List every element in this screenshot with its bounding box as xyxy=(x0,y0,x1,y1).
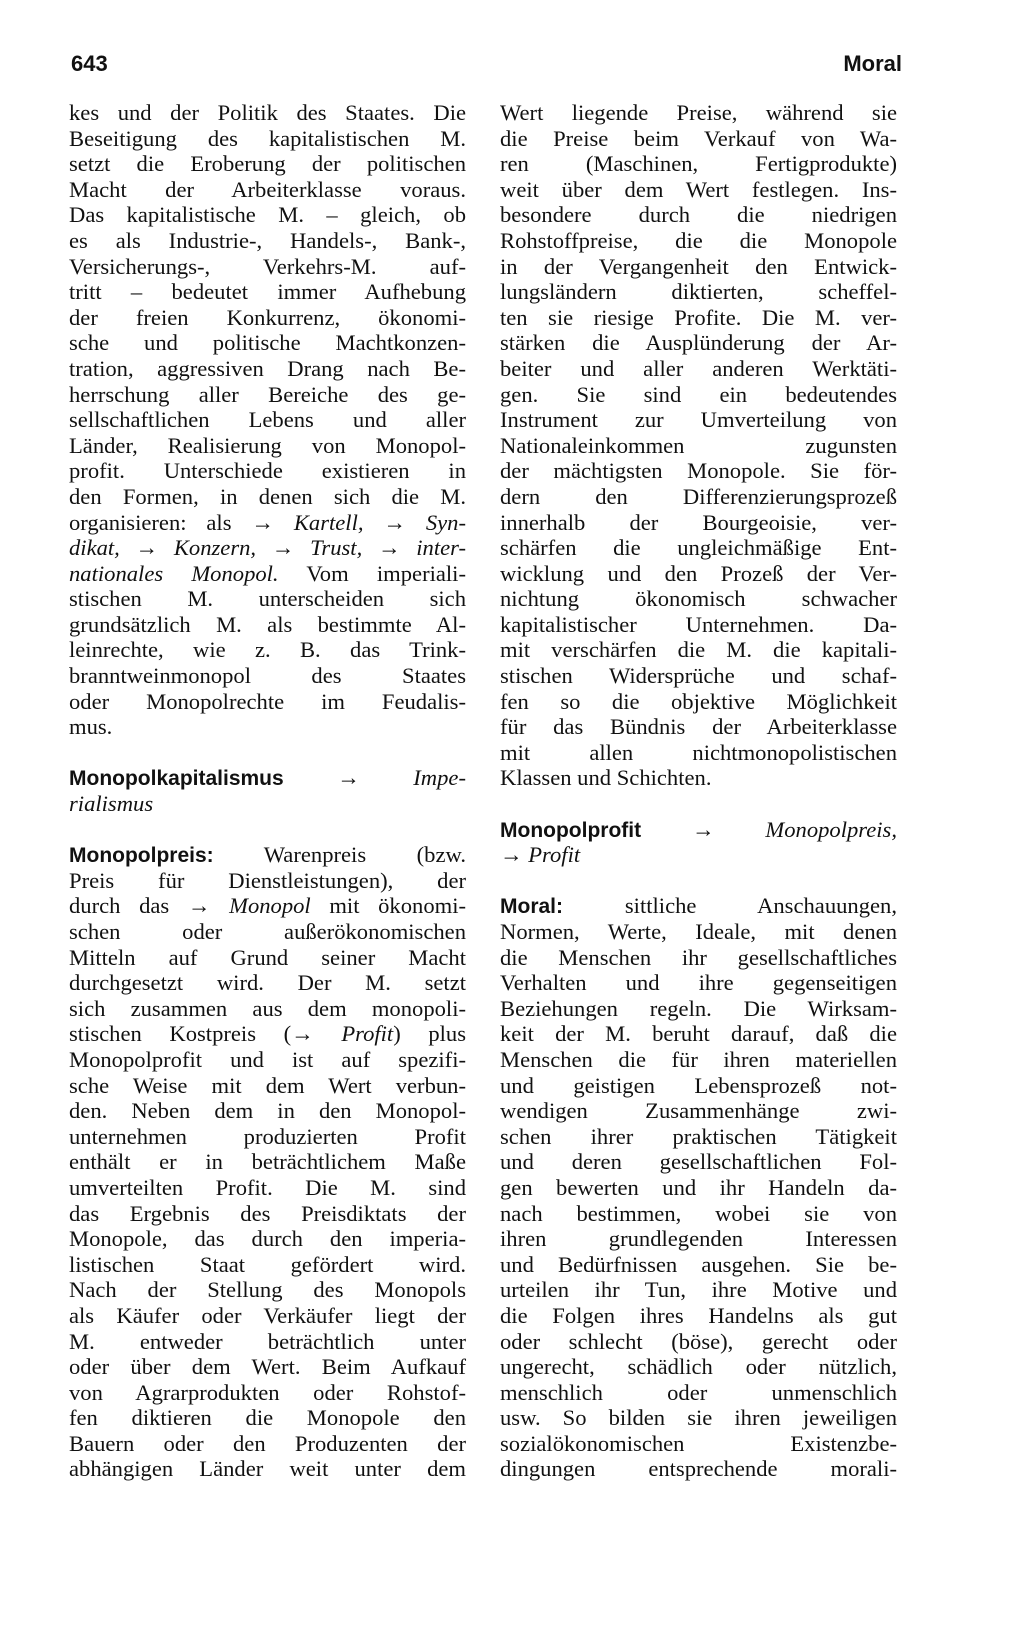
text-line: mit verschärfen die M. die kapitali- xyxy=(500,637,897,663)
entry-spacer xyxy=(500,868,897,894)
cross-reference-profit[interactable]: → Profit xyxy=(291,1021,394,1047)
text-line: dingungen entsprechende morali- xyxy=(500,1456,897,1482)
text-line: unternehmen produzierten Profit xyxy=(69,1123,466,1149)
text-line: fen so die objektive Möglichkeit xyxy=(500,688,897,714)
text-line: Menschen die für ihren materiellen xyxy=(500,1046,897,1072)
text-line: sche und politische Machtkonzen- xyxy=(69,330,466,356)
text-line: herrschung aller Bereiche des ge- xyxy=(69,381,466,407)
text-line: Macht der Arbeiterklasse voraus. xyxy=(69,176,466,202)
text-line: Wert liegende Preise, während sie xyxy=(500,100,897,125)
text-line: Rohstoffpreise, die die Monopole xyxy=(500,227,897,253)
text-line xyxy=(69,561,466,587)
right-column xyxy=(500,100,897,1482)
cross-reference-kartell[interactable]: → Kartell, xyxy=(251,509,364,535)
text-line: Beseitigung des kapitalistischen M. xyxy=(69,125,466,151)
cross-reference-imperialismus-cont[interactable]: rialismus xyxy=(69,791,154,817)
cross-reference-profit[interactable]: → Profit xyxy=(500,842,581,868)
text-line: Nationaleinkommen zugunsten xyxy=(500,432,897,458)
text-line: grundsätzlich M. als bestimmte Al- xyxy=(69,611,466,637)
entry-spacer xyxy=(69,740,466,766)
text-line xyxy=(69,893,466,919)
text-line: Preis für Dienstleistungen), der xyxy=(69,867,466,893)
entry-spacer xyxy=(69,817,466,843)
left-column xyxy=(69,100,466,1482)
text-line: Nach der Stellung des Monopols xyxy=(69,1277,466,1303)
text-line: Bauern oder den Produzenten der xyxy=(69,1430,466,1456)
text-line: stischen Widersprüche und schaf- xyxy=(500,663,897,689)
text-line xyxy=(69,535,466,561)
text-line: nach bestimmen, wobei sie von xyxy=(500,1200,897,1226)
text-line xyxy=(69,1021,466,1047)
entry-monopolkapitalismus xyxy=(69,765,466,816)
text-line: sich zusammen aus dem monopoli- xyxy=(69,995,466,1021)
text-line: kapitalistischer Unternehmen. Da- xyxy=(500,611,897,637)
text-line: die Folgen ihres Handelns als gut xyxy=(500,1302,897,1328)
text-segment: mit ökonomi- xyxy=(329,893,466,919)
text-line: schärfen die ungleichmäßige Ent- xyxy=(500,535,897,561)
text-line: besondere durch die niedrigen xyxy=(500,202,897,228)
text-line: Normen, Werte, Ideale, mit denen xyxy=(500,919,897,944)
text-line: die Preise beim Verkauf von Wa- xyxy=(500,125,897,151)
text-line: umverteilten Profit. Die M. sind xyxy=(69,1174,466,1200)
text-line: dern den Differenzierungsprozeß xyxy=(500,483,897,509)
text-line: lungsländern diktierten, scheffel- xyxy=(500,279,897,305)
headword-monopolpreis: Monopolpreis: xyxy=(69,844,214,868)
text-line: und geistigen Lebensprozeß not- xyxy=(500,1072,897,1098)
text-line: tration, aggressiven Drang nach Be- xyxy=(69,355,466,381)
text-line: schen ihrer praktischen Tätigkeit xyxy=(500,1123,897,1149)
text-line: als Käufer oder Verkäufer liegt der xyxy=(69,1302,466,1328)
text-line: Das kapitalistische M. – gleich, ob xyxy=(69,202,466,228)
text-line: Monopolprofit und ist auf spezifi- xyxy=(69,1046,466,1072)
text-line: keit der M. beruht darauf, daß die xyxy=(500,1021,897,1047)
text-line: innerhalb der Bourgeoisie, ver- xyxy=(500,509,897,535)
cross-reference-trust[interactable]: → Trust, xyxy=(271,535,363,561)
text-line: es als Industrie-, Handels-, Bank-, xyxy=(69,227,466,253)
text-segment: organisieren: als xyxy=(69,509,232,535)
text-line: Versicherungs-, Verkehrs-M. auf- xyxy=(69,253,466,279)
cross-reference-internationales-monopol[interactable]: → inter- xyxy=(377,535,466,561)
text-line: oder Monopolrechte im Feudalis- xyxy=(69,688,466,714)
text-line: und Bedürfnissen ausgehen. Sie be- xyxy=(500,1251,897,1277)
text-line: M. entweder beträchtlich unter xyxy=(69,1328,466,1354)
text-line xyxy=(69,765,466,791)
text-line: kes und der Politik des Staates. Die xyxy=(69,100,466,125)
text-line: Länder, Realisierung von Monopol- xyxy=(69,432,466,458)
text-line: Instrument zur Umverteilung von xyxy=(500,407,897,433)
text-line: urteilen ihr Tun, ihre Motive und xyxy=(500,1277,897,1303)
text-line: durchgesetzt wird. Der M. setzt xyxy=(69,970,466,996)
text-line: ten sie riesige Profite. Die M. ver- xyxy=(500,304,897,330)
text-line: der freien Konkurrenz, ökonomi- xyxy=(69,304,466,330)
continuation-text-left xyxy=(69,100,466,740)
text-line xyxy=(69,510,466,536)
text-line: in der Vergangenheit den Entwick- xyxy=(500,253,897,279)
text-line: oder über dem Wert. Beim Aufkauf xyxy=(69,1354,466,1380)
text-line: Verhalten und ihre gegenseitigen xyxy=(500,970,897,996)
text-segment: durch das xyxy=(69,893,170,919)
text-line: branntweinmonopol des Staates xyxy=(69,663,466,689)
text-line: listischen Staat gefördert wird. xyxy=(69,1251,466,1277)
text-line: der mächtigsten Monopole. Sie för- xyxy=(500,458,897,484)
running-title: Moral xyxy=(843,51,902,76)
text-line: schen oder außerökonomischen xyxy=(69,919,466,944)
cross-reference-internationales-monopol-cont[interactable]: nationales Monopol. xyxy=(69,560,279,586)
text-line: Klassen und Schichten. xyxy=(500,765,712,791)
text-line: Mitteln auf Grund seiner Macht xyxy=(69,944,466,970)
text-segment: ) plus xyxy=(393,1021,466,1047)
entry-monopolpreis xyxy=(69,842,466,1482)
entry-monopolprofit xyxy=(500,817,897,868)
cross-reference-monopolpreis[interactable]: → Monopolpreis, xyxy=(691,816,897,842)
text-line: sellschaftlichen Lebens und aller xyxy=(69,407,466,433)
text-line: fen diktieren die Monopole den xyxy=(69,1405,466,1431)
text-line: profit. Unterschiede existieren in xyxy=(69,458,466,484)
text-line: usw. So bilden sie ihren jeweiligen xyxy=(500,1405,897,1431)
text-line: sche Weise mit dem Wert verbun- xyxy=(69,1072,466,1098)
cross-reference-imperialismus[interactable]: Impe- xyxy=(413,765,466,791)
text-line xyxy=(500,817,897,843)
cross-reference-syndikat-cont[interactable]: dikat, xyxy=(69,535,120,561)
text-line: stärken die Ausplünderung der Ar- xyxy=(500,330,897,356)
text-line: für das Bündnis der Arbeiterklasse xyxy=(500,714,897,740)
headword-moral: Moral: xyxy=(500,895,563,919)
text-line: wendigen Zusammenhänge zwi- xyxy=(500,1098,897,1124)
text-line: gen bewerten und ihr Handeln da- xyxy=(500,1174,897,1200)
entry-moral xyxy=(500,893,897,1482)
cross-reference-syndikat[interactable]: → Syn- xyxy=(383,509,466,535)
text-line: den. Neben dem in den Monopol- xyxy=(69,1098,466,1124)
text-line: den Formen, in denen sich die M. xyxy=(69,483,466,509)
text-segment: sittliche Anschauungen, xyxy=(624,893,897,919)
text-line: stischen M. unterscheiden sich xyxy=(69,586,466,612)
headword-monopolprofit: Monopolprofit xyxy=(500,818,642,842)
text-line: die Menschen ihr gesellschaftliches xyxy=(500,944,897,970)
text-line: ren (Maschinen, Fertigprodukte) xyxy=(500,151,897,177)
headword-monopolkapitalismus: Monopolkapitalismus xyxy=(69,767,284,791)
arrow-icon: → xyxy=(337,765,360,791)
text-line: menschlich oder unmenschlich xyxy=(500,1379,897,1405)
text-line: und deren gesellschaftlichen Fol- xyxy=(500,1149,897,1175)
text-line: mus. xyxy=(69,714,113,740)
text-line: das Ergebnis des Preisdiktats der xyxy=(69,1200,466,1226)
cross-reference-konzern[interactable]: → Konzern, xyxy=(135,535,257,561)
text-line: Monopole, das durch den imperia- xyxy=(69,1226,466,1252)
text-segment: Warenpreis (bzw. xyxy=(263,842,466,868)
text-line: ungerecht, schädlich oder nützlich, xyxy=(500,1354,897,1380)
continuation-text-right xyxy=(500,100,897,791)
text-line: sozialökonomischen Existenzbe- xyxy=(500,1430,897,1456)
text-line: Beziehungen regeln. Die Wirksam- xyxy=(500,995,897,1021)
text-line: von Agrarprodukten oder Rohstof- xyxy=(69,1379,466,1405)
page-number: 643 xyxy=(71,51,108,76)
text-line: gen. Sie sind ein bedeutendes xyxy=(500,381,897,407)
text-line: nichtung ökonomisch schwacher xyxy=(500,586,897,612)
text-line: ihren grundlegenden Interessen xyxy=(500,1226,897,1252)
text-line: setzt die Eroberung der politischen xyxy=(69,151,466,177)
text-line: beiter und aller anderen Werktäti- xyxy=(500,355,897,381)
text-line: tritt – bedeutet immer Aufhebung xyxy=(69,279,466,305)
entry-spacer xyxy=(500,791,897,817)
text-line: leinrechte, wie z. B. das Trink- xyxy=(69,637,466,663)
text-line: oder schlecht (böse), gerecht oder xyxy=(500,1328,897,1354)
text-line xyxy=(500,893,897,919)
text-line xyxy=(69,842,466,868)
cross-reference-monopol[interactable]: → Monopol xyxy=(187,893,311,919)
text-segment: Vom imperiali- xyxy=(306,560,466,586)
text-segment: stischen Kostpreis ( xyxy=(69,1021,292,1047)
text-line: wicklung und den Prozeß der Ver- xyxy=(500,560,897,586)
text-line: enthält er in beträchtlichem Maße xyxy=(69,1149,466,1175)
text-line: mit allen nichtmonopolistischen xyxy=(500,739,897,765)
text-line: abhängigen Länder weit unter dem xyxy=(69,1456,466,1482)
text-line: weit über dem Wert festlegen. Ins- xyxy=(500,176,897,202)
